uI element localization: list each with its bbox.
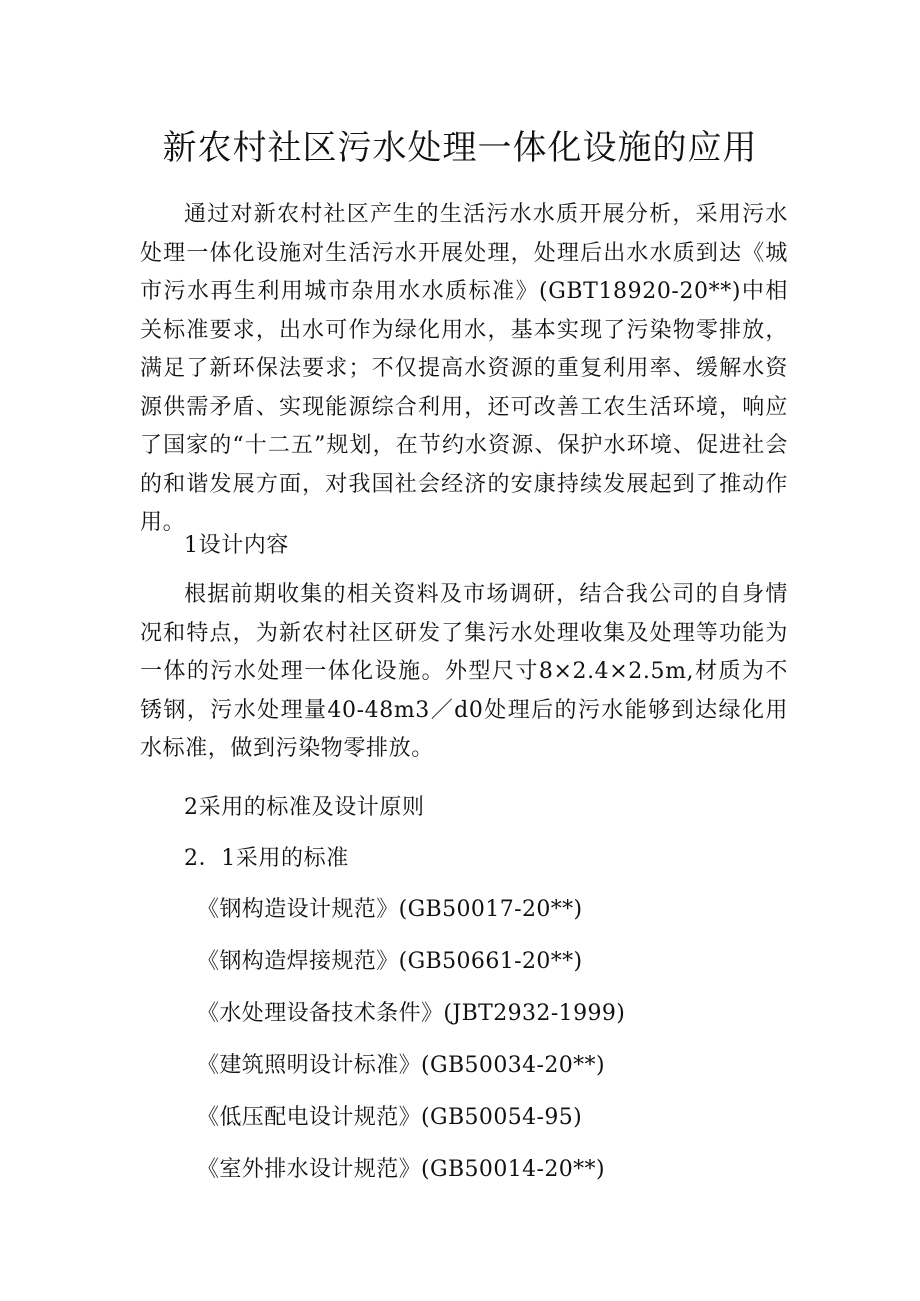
section-1-paragraph: 根据前期收集的相关资料及市场调研，结合我公司的自身情况和特点，为新农村社区研发了集污水处理收集及处理等功能为一体的污水处理一体化设施。外型尺寸8×2.4×2.5m,材质为不锈钢，污水处理量40-48m3／d0处理后的污水能够到达绿化用水标准，做到污染物零排放。 <box>140 582 788 761</box>
section-1-heading: 1设计内容 <box>184 533 289 558</box>
standard-item: 《低压配电设计规范》(GB50054-95) <box>197 1105 583 1130</box>
standard-item: 《室外排水设计规范》(GB50014-20**) <box>197 1157 605 1182</box>
intro-paragraph: 通过对新农村社区产生的生活污水水质开展分析，采用污水处理一体化设施对生活污水开展处理，处理后出水水质到达《城市污水再生利用城市杂用水水质标准》(GBT18920-20**)中相关标准要求，出水可作为绿化用水，基本实现了污染物零排放，满足了新环保法要求；不仅提高水资源的重复利用率、缓解水资源供需矛盾、实现能源综合利用，还可改善工农生活环境，响应了国家的“十二五”规划，在节约水资源、保护水环境、促进社会的和谐发展方面，对我国社会经济的安康持续发展起到了推动作用。 <box>140 202 788 535</box>
standards-list <box>197 894 625 1206</box>
subsection-2-1-heading: 2．1采用的标准 <box>184 846 349 871</box>
standard-item: 《钢构造焊接规范》(GB50661-20**) <box>197 949 583 974</box>
standard-item: 《钢构造设计规范》(GB50017-20**) <box>197 897 583 922</box>
section-2-heading: 2采用的标准及设计原则 <box>184 795 425 820</box>
standard-item: 《建筑照明设计标准》(GB50034-20**) <box>197 1053 605 1078</box>
standard-item: 《水处理设备技术条件》(JBT2932-1999) <box>197 1001 626 1026</box>
document-title: 新农村社区污水处理一体化设施的应用 <box>162 128 758 168</box>
